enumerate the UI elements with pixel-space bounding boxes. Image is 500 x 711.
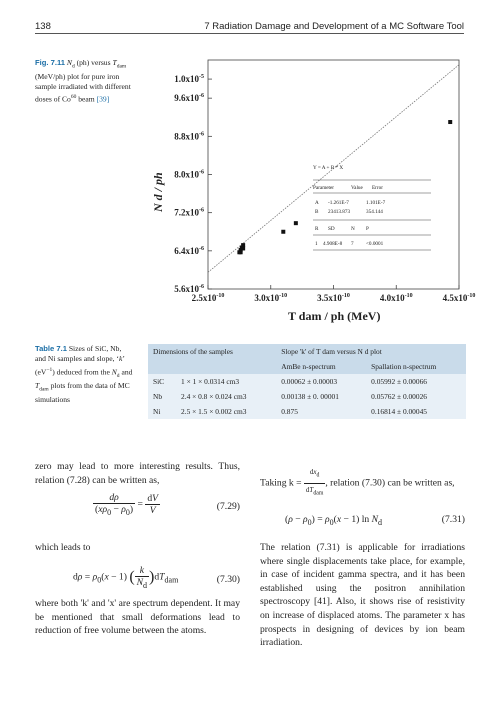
inset-stat: 7: [351, 241, 354, 247]
eq-number: 7.30: [220, 574, 237, 585]
right-paragraph-2: The relation (7.31) is applicable for irradiations where single displacements take place, for example, in case of incident gamma spectra, and it has been established using the positron annihilation spectroscopy [41]. Also, it shows rise of resistivity on increase of displaced atoms. The parameter x has prospects in designing of devices by ion beam irradiation.: [260, 542, 465, 649]
left-paragraph-3: where both 'k' and 'x' are spectrum dependent. It may be mentioned that small deformations lead to reduction of free volume between the atoms.: [35, 598, 240, 637]
x-tick-label: $3.0x10^{-10}$: [254, 293, 288, 303]
table-cell: 0.16814 ± 0.00045: [371, 407, 427, 416]
data-point: [241, 246, 245, 250]
running-title: 7 Radiation Damage and Development of a MC Software Tool: [204, 21, 464, 32]
inset-header-value: Value: [351, 185, 363, 191]
x-tick-label: $3.5x10^{-10}$: [317, 293, 350, 303]
inset-stat-header: P: [366, 226, 369, 232]
inset-header-error: Error: [372, 185, 383, 191]
eq-number: 7.29: [220, 501, 237, 512]
header-rule: [35, 33, 464, 34]
inset-header-parameter: Parameter: [313, 185, 335, 191]
data-point: [294, 221, 298, 225]
table-cell: Ni: [153, 407, 161, 416]
y-tick-label: $7.2x10^{-6}$: [174, 207, 204, 218]
table-row: [148, 389, 466, 404]
inset-stat: 4.908E-8: [323, 241, 343, 247]
table-cell: Nb: [153, 392, 163, 401]
table-row: [148, 404, 466, 419]
inset-cell: 23413.873: [328, 209, 351, 215]
inset-stat-header: N: [351, 226, 355, 232]
plot-frame: [208, 60, 459, 289]
table-row: [148, 374, 466, 389]
inset-cell: -1.261E-7: [328, 200, 349, 206]
x-axis-label: T dam / ph (MeV): [288, 309, 381, 323]
page-number: 138: [35, 21, 51, 32]
table-cell: 1 × 1 × 0.0314 cm3: [181, 377, 240, 386]
right-paragraph-1b: , relation (7.30) can be written as,: [325, 477, 455, 489]
inset-cell: A: [315, 200, 319, 206]
fit-inset: [313, 165, 431, 250]
inset-stat-header: R: [315, 226, 319, 232]
figure-citation: [39]: [96, 94, 110, 104]
inset-cell: 354.144: [366, 209, 383, 215]
y-axis-label: N d / ph: [151, 172, 165, 212]
data-point: [239, 250, 243, 254]
table-head: Slope 'k' of T dam versus N d plot: [281, 347, 382, 356]
inset-stat: <0.0001: [366, 241, 384, 247]
inset-cell: 1.101E-7: [366, 200, 386, 206]
y-tick-label: $8.8x10^{-6}$: [174, 131, 204, 142]
figure-caption: Fig. 7.11 $N_d$ (ph) versus $T_{dam}$ (MeV/ph) plot for pure iron sample irradiated with different doses of Co$^{60}$ beam [39]: [35, 58, 131, 104]
inset-stat-header: SD: [328, 226, 335, 232]
table-cell: 0.00062 ± 0.00003: [281, 377, 338, 386]
data-point: [281, 230, 285, 234]
table-label: Table 7.1: [35, 344, 67, 353]
table-cell: SiC: [153, 377, 165, 386]
inset-stat: 1: [315, 241, 318, 247]
inset-equation: Y = A + B * X: [313, 165, 344, 171]
x-tick-label: $2.5x10^{-10}$: [191, 293, 225, 303]
right-paragraph-1a: Taking k =: [260, 477, 302, 489]
right-paragraph-1: Taking k = $\frac{dx_d}{dT_{dam}}$ , relation (7.30) can be written as,: [260, 468, 455, 497]
x-tick-label: $4.5x10^{-10}$: [442, 293, 476, 303]
data-point: [448, 120, 452, 124]
y-tick-label: $9.6x10^{-6}$: [174, 93, 204, 104]
y-tick-label: $8.0x10^{-6}$: [174, 169, 204, 180]
table-cell: 0.00138 ± 0. 00001: [281, 392, 339, 401]
scatter-chart: [148, 52, 476, 334]
figure-label: Fig. 7.11: [35, 58, 65, 67]
inset-cell: B: [315, 209, 319, 215]
table-cell: 2.5 × 1.5 × 0.002 cm3: [181, 407, 247, 416]
table-subhead: Spallation n-spectrum: [371, 362, 437, 371]
eq-number: 7.31: [445, 514, 462, 525]
table-subhead: AmBe n-spectrum: [281, 362, 336, 371]
slope-table: [148, 344, 466, 419]
table-cell: 0.05762 ± 0.00026: [371, 392, 427, 401]
table-cell: 2.4 × 0.8 × 0.024 cm3: [181, 392, 247, 401]
y-tick-label: $5.6x10^{-6}$: [174, 284, 204, 294]
y-tick-label: $1.0x10^{-5}$: [174, 74, 204, 85]
table-cell: 0.875: [281, 407, 298, 416]
x-tick-label: $4.0x10^{-10}$: [379, 293, 413, 303]
left-paragraph-2: which leads to: [35, 542, 91, 553]
y-tick-label: $6.4x10^{-6}$: [174, 245, 204, 256]
left-paragraph-1: zero may lead to more interesting results. Thus, relation (7.28) can be written as,: [35, 461, 240, 486]
table-head: Dimensions of the samples: [153, 347, 233, 356]
table-caption: Table 7.1 Sizes of SiC, Nb, and Ni samples and slope, ‘k’ $(eV^{-1})$ deduced from the $N_d$ and $T_{dam}$ plots from the data of MC simulations: [35, 344, 133, 404]
table-cell: 0.05992 ± 0.00066: [371, 377, 427, 386]
